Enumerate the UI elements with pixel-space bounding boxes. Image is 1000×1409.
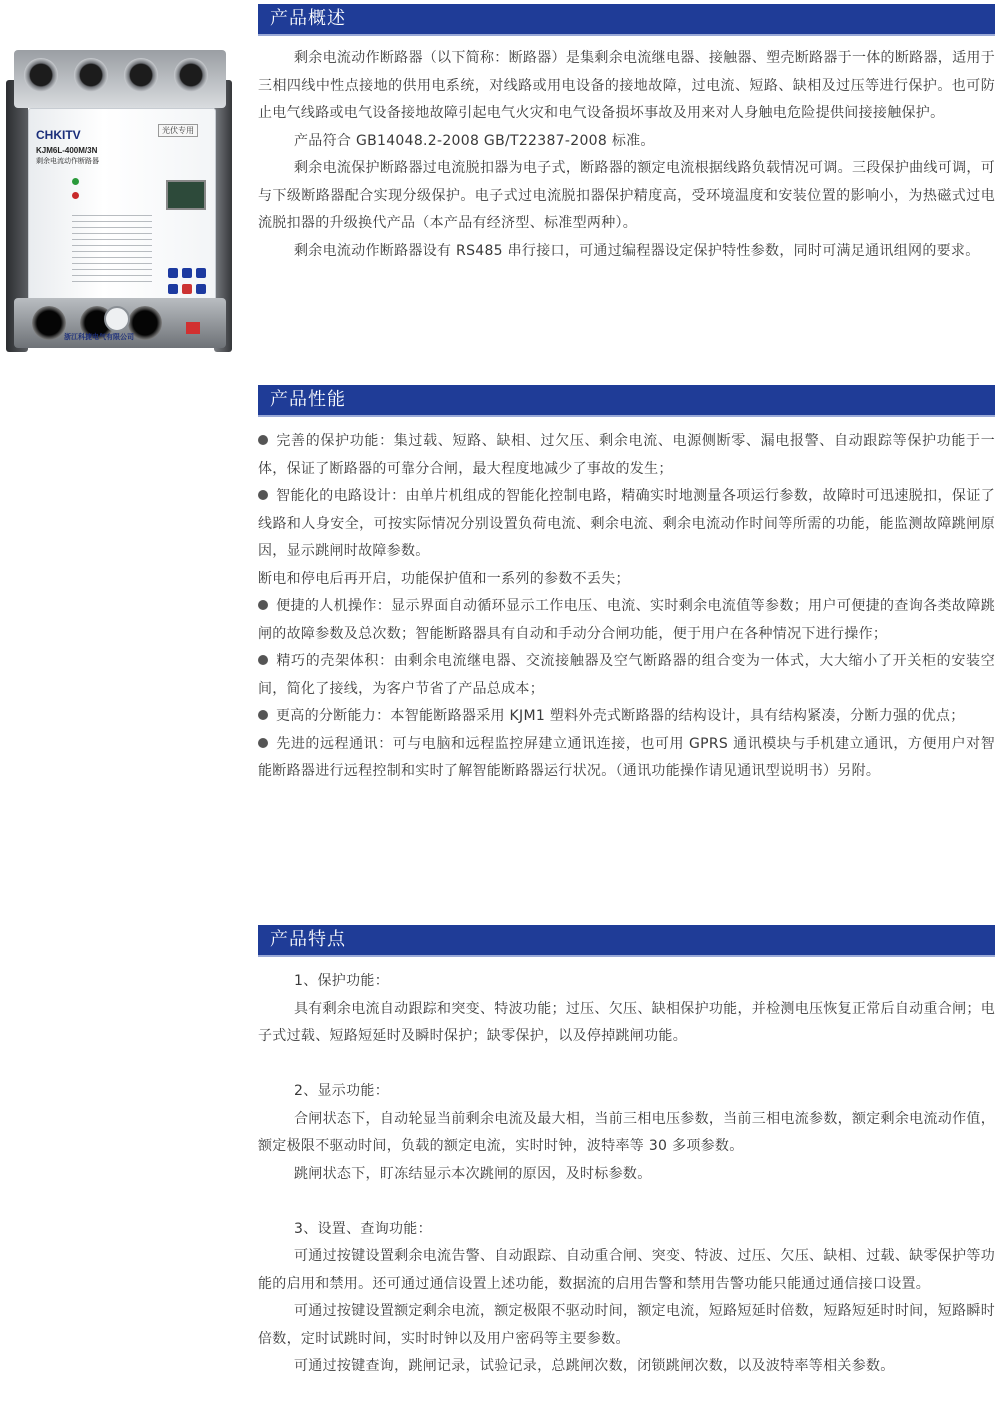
overview-text	[258, 45, 995, 265]
section-title: 产品概述	[270, 8, 346, 29]
product-subname: 剩余电流动作断路器	[36, 157, 99, 165]
product-brand: CHKITV	[36, 128, 81, 142]
feature-heading: 3、设置、查询功能：	[294, 1220, 432, 1237]
list-item: 便捷的人机操作：显示界面自动循环显示工作电压、电流、实时剩余电流值等参数；用户可便捷的查询各类故障跳闸的故障参数及总次数；智能断路器具有自动和手动分合闸功能，便于用户在各种情况下进行操作；	[258, 598, 995, 642]
product-top-terminals	[14, 50, 226, 108]
list-item: 完善的保护功能：集过载、短路、缺相、过欠压、剩余电流、电源侧断零、漏电报警、自动跟踪等保护功能于一体，保证了断路器的可靠分合闸，最大程度地减少了事故的发生；	[258, 433, 995, 477]
company-logo-icon	[104, 306, 130, 332]
performance-list	[258, 428, 995, 786]
section-header-performance	[258, 385, 995, 417]
bullet-icon	[258, 655, 268, 665]
features-text	[258, 968, 995, 1381]
lcd-display	[166, 180, 206, 210]
bullet-icon	[258, 435, 268, 445]
section-header-features	[258, 925, 995, 957]
paragraph: 合闸状态下，自动轮显当前剩余电流及最大相，当前三相电压参数，当前三相电流参数，额定剩余电流动作值，额定极限不驱动时间，负载的额定电流，实时时钟，波特率等 30 多项参数。	[258, 1110, 995, 1154]
status-led-icon	[72, 178, 79, 185]
red-switch-icon	[186, 322, 200, 334]
terminal-icon	[32, 306, 66, 340]
paragraph: 剩余电流动作断路器设有 RS485 串行接口，可通过编程器设定保护特性参数，同时可满足通讯组网的要求。	[294, 242, 980, 259]
paragraph: 可通过按键设置额定剩余电流，额定极限不驱动时间，额定电流，短路短延时倍数，短路短延时时间，短路瞬时倍数，定时试跳时间，实时时钟以及用户密码等主要参数。	[258, 1303, 995, 1347]
terminal-icon	[174, 58, 208, 92]
key-icon	[196, 268, 206, 278]
section-header-overview	[258, 4, 995, 36]
key-icon	[168, 268, 178, 278]
product-tag: 光伏专用	[158, 124, 198, 137]
paragraph: 剩余电流保护断路器过电流脱扣器为电子式，断路器的额定电流根据线路负载情况可调。三段保护曲线可调，可与下级断路器配合实现分级保护。电子式过电流脱扣器保护精度高，受环境温度和安装位置的影响小，为热磁式过电流脱扣器的升级换代产品（本产品有经济型、标准型两种）。	[258, 160, 995, 231]
product-image	[6, 50, 232, 346]
feature-heading: 1、保护功能：	[294, 973, 390, 989]
key-icon	[168, 284, 178, 294]
section-title: 产品性能	[270, 389, 346, 410]
terminal-icon	[74, 58, 108, 92]
paragraph: 产品符合 GB14048.2-2008 GB/T22387-2008 标准。	[294, 132, 655, 149]
list-item: 断电和停电后再开启，功能保护值和一系列的参数不丢失；	[258, 570, 630, 587]
section-title: 产品特点	[270, 929, 346, 950]
paragraph: 可通过按键设置剩余电流告警、自动跟踪、自动重合闸、突变、特波、过压、欠压、缺相、过载、缺零保护等功能的启用和禁用。还可通过通信设置上述功能，数据流的启用告警和禁用告警功能只能通过通信接口设置。	[258, 1248, 995, 1292]
fault-led-icon	[72, 192, 79, 199]
feature-heading: 2、显示功能：	[294, 1083, 390, 1099]
product-company: 浙江科捷电气有限公司	[64, 333, 134, 341]
key-icon	[182, 284, 192, 294]
paragraph: 可通过按键查询，跳闸记录，试验记录，总跳闸次数，闭锁跳闸次数，以及波特率等相关参数。	[294, 1358, 895, 1374]
bullet-icon	[258, 600, 268, 610]
spec-label-lines	[72, 215, 152, 285]
bullet-icon	[258, 738, 268, 748]
paragraph: 跳闸状态下，盯冻结显示本次跳闸的原因，及时标参数。	[294, 1165, 652, 1182]
list-item: 智能化的电路设计：由单片机组成的智能化控制电路，精确实时地测量各项运行参数，故障时可迅速脱扣，保证了线路和人身安全，可按实际情况分别设置负荷电流、剩余电流、剩余电流动作时间等所需的功能，能监测故障跳闸原因，显示跳闸时故障参数。	[258, 488, 995, 559]
bullet-icon	[258, 490, 268, 500]
list-item: 精巧的壳架体积：由剩余电流继电器、交流接触器及空气断路器的组合变为一体式，大大缩小了开关柜的安装空间，简化了接线，为客户节省了产品总成本；	[258, 653, 995, 697]
list-item: 先进的远程通讯：可与电脑和远程监控屏建立通讯连接，也可用 GPRS 通讯模块与手机建立通讯，方便用户对智能断路器进行远程控制和实时了解智能断路器运行状况。（通讯功能操作请见通讯型说明书）另附。	[258, 735, 995, 779]
paragraph: 剩余电流动作断路器（以下简称：断路器）是集剩余电流继电器、接触器、塑壳断路器于一体的断路器，适用于三相四线中性点接地的供用电系统，对线路或用电设备的接地故障，过电流、短路、缺相及过压等进行保护。也可防止电气线路或电气设备接地故障引起电气火灾和电气设备损坏事故及用来对人身触电危险提供间接接触保护。	[258, 50, 995, 121]
product-model: KJM6L-400M/3N	[36, 146, 98, 155]
list-item: 更高的分断能力：本智能断路器采用 KJM1 塑料外壳式断路器的结构设计，具有结构紧凑，分断力强的优点；	[258, 703, 995, 731]
key-icon	[196, 284, 206, 294]
bullet-icon	[258, 710, 268, 720]
key-icon	[182, 268, 192, 278]
paragraph: 具有剩余电流自动跟踪和突变、特波功能；过压、欠压、缺相保护功能，并检测电压恢复正常后自动重合闸；电子式过载、短路短延时及瞬时保护；缺零保护，以及停掉跳闸功能。	[258, 1000, 995, 1044]
terminal-icon	[124, 58, 158, 92]
terminal-icon	[24, 58, 58, 92]
